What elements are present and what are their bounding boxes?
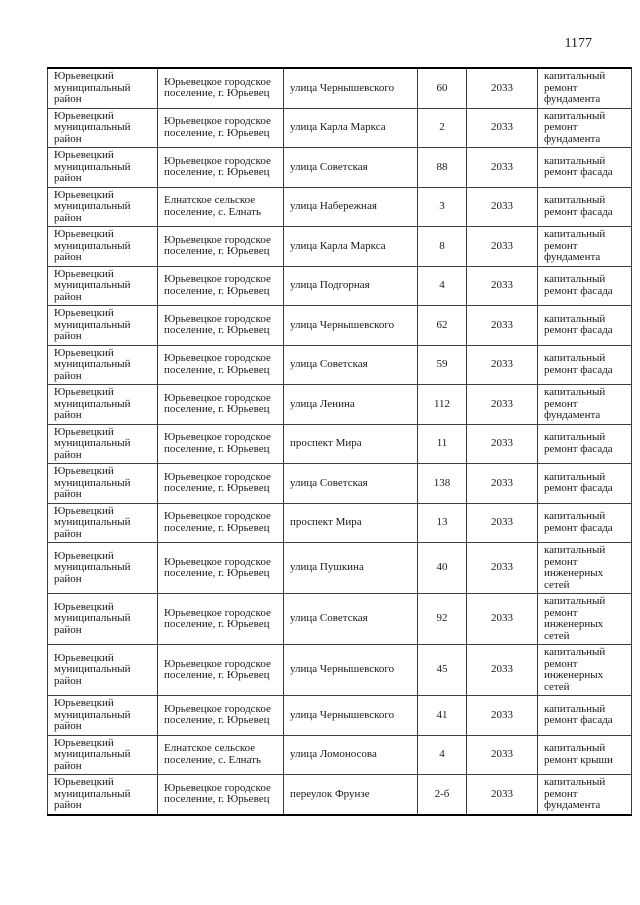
cell-house-number: 11 (418, 424, 467, 464)
capital-repair-table (47, 67, 632, 816)
cell-settlement: Юрьевецкое городское поселение, г. Юрьевец (158, 345, 284, 385)
cell-street: улица Чернышевского (284, 645, 418, 696)
cell-year: 2033 (467, 187, 538, 227)
cell-repair-type: капитальный ремонт фасада (538, 266, 632, 306)
cell-year: 2033 (467, 227, 538, 267)
cell-house-number: 92 (418, 594, 467, 645)
cell-settlement: Юрьевецкое городское поселение, г. Юрьевец (158, 385, 284, 425)
table-row (48, 594, 632, 645)
cell-settlement: Юрьевецкое городское поселение, г. Юрьевец (158, 68, 284, 108)
cell-district: Юрьевецкий муниципальный район (48, 543, 158, 594)
cell-settlement: Юрьевецкое городское поселение, г. Юрьевец (158, 696, 284, 736)
cell-district: Юрьевецкий муниципальный район (48, 503, 158, 543)
cell-repair-type: капитальный ремонт фасада (538, 464, 632, 504)
cell-street: улица Советская (284, 345, 418, 385)
table-row (48, 735, 632, 775)
cell-settlement: Юрьевецкое городское поселение, г. Юрьевец (158, 227, 284, 267)
cell-district: Юрьевецкий муниципальный район (48, 68, 158, 108)
cell-house-number: 13 (418, 503, 467, 543)
cell-district: Юрьевецкий муниципальный район (48, 696, 158, 736)
cell-repair-type: капитальный ремонт фасада (538, 148, 632, 188)
cell-house-number: 3 (418, 187, 467, 227)
cell-house-number: 45 (418, 645, 467, 696)
cell-district: Юрьевецкий муниципальный район (48, 227, 158, 267)
cell-repair-type: капитальный ремонт фасада (538, 424, 632, 464)
table-row (48, 424, 632, 464)
cell-street: улица Подгорная (284, 266, 418, 306)
cell-year: 2033 (467, 345, 538, 385)
page-number: 1177 (564, 36, 592, 51)
cell-repair-type: капитальный ремонт фасада (538, 503, 632, 543)
table-row (48, 385, 632, 425)
cell-house-number: 60 (418, 68, 467, 108)
cell-repair-type: капитальный ремонт инженерных сетей (538, 645, 632, 696)
cell-settlement: Юрьевецкое городское поселение, г. Юрьевец (158, 543, 284, 594)
cell-repair-type: капитальный ремонт фундамента (538, 108, 632, 148)
cell-repair-type: капитальный ремонт инженерных сетей (538, 594, 632, 645)
cell-district: Юрьевецкий муниципальный район (48, 775, 158, 815)
cell-district: Юрьевецкий муниципальный район (48, 306, 158, 346)
cell-street: улица Набережная (284, 187, 418, 227)
cell-settlement: Юрьевецкое городское поселение, г. Юрьевец (158, 306, 284, 346)
cell-year: 2033 (467, 696, 538, 736)
cell-settlement: Юрьевецкое городское поселение, г. Юрьевец (158, 645, 284, 696)
cell-year: 2033 (467, 148, 538, 188)
cell-repair-type: капитальный ремонт фундамента (538, 775, 632, 815)
cell-year: 2033 (467, 68, 538, 108)
table-row (48, 696, 632, 736)
table-row (48, 645, 632, 696)
table-row (48, 68, 632, 108)
cell-street: улица Чернышевского (284, 306, 418, 346)
cell-district: Юрьевецкий муниципальный район (48, 464, 158, 504)
cell-settlement: Юрьевецкое городское поселение, г. Юрьевец (158, 108, 284, 148)
cell-street: улица Карла Маркса (284, 108, 418, 148)
cell-street: проспект Мира (284, 424, 418, 464)
cell-district: Юрьевецкий муниципальный район (48, 108, 158, 148)
cell-repair-type: капитальный ремонт крыши (538, 735, 632, 775)
cell-street: проспект Мира (284, 503, 418, 543)
cell-house-number: 40 (418, 543, 467, 594)
cell-repair-type: капитальный ремонт фундамента (538, 68, 632, 108)
cell-street: улица Пушкина (284, 543, 418, 594)
cell-year: 2033 (467, 424, 538, 464)
cell-year: 2033 (467, 385, 538, 425)
cell-repair-type: капитальный ремонт фасада (538, 187, 632, 227)
cell-house-number: 112 (418, 385, 467, 425)
cell-district: Юрьевецкий муниципальный район (48, 594, 158, 645)
cell-district: Юрьевецкий муниципальный район (48, 345, 158, 385)
table-row (48, 543, 632, 594)
cell-year: 2033 (467, 775, 538, 815)
cell-district: Юрьевецкий муниципальный район (48, 645, 158, 696)
cell-street: улица Советская (284, 464, 418, 504)
table-row (48, 775, 632, 815)
table-row (48, 148, 632, 188)
cell-year: 2033 (467, 108, 538, 148)
cell-district: Юрьевецкий муниципальный район (48, 148, 158, 188)
table-row (48, 187, 632, 227)
cell-settlement: Елнатское сельское поселение, с. Елнать (158, 187, 284, 227)
cell-house-number: 59 (418, 345, 467, 385)
cell-district: Юрьевецкий муниципальный район (48, 735, 158, 775)
cell-repair-type: капитальный ремонт фундамента (538, 385, 632, 425)
cell-street: улица Карла Маркса (284, 227, 418, 267)
cell-repair-type: капитальный ремонт инженерных сетей (538, 543, 632, 594)
cell-street: улица Ломоносова (284, 735, 418, 775)
cell-street: улица Чернышевского (284, 696, 418, 736)
cell-year: 2033 (467, 464, 538, 504)
cell-year: 2033 (467, 306, 538, 346)
cell-house-number: 88 (418, 148, 467, 188)
cell-house-number: 4 (418, 735, 467, 775)
cell-house-number: 8 (418, 227, 467, 267)
cell-street: улица Ленина (284, 385, 418, 425)
cell-settlement: Юрьевецкое городское поселение, г. Юрьевец (158, 775, 284, 815)
cell-repair-type: капитальный ремонт фасада (538, 306, 632, 346)
cell-year: 2033 (467, 266, 538, 306)
cell-street: улица Советская (284, 594, 418, 645)
cell-settlement: Юрьевецкое городское поселение, г. Юрьевец (158, 424, 284, 464)
cell-settlement: Юрьевецкое городское поселение, г. Юрьевец (158, 464, 284, 504)
table-row (48, 266, 632, 306)
cell-street: переулок Фрунзе (284, 775, 418, 815)
cell-settlement: Юрьевецкое городское поселение, г. Юрьевец (158, 594, 284, 645)
cell-settlement: Елнатское сельское поселение, с. Елнать (158, 735, 284, 775)
cell-house-number: 2 (418, 108, 467, 148)
table-row (48, 464, 632, 504)
cell-year: 2033 (467, 735, 538, 775)
cell-district: Юрьевецкий муниципальный район (48, 424, 158, 464)
cell-repair-type: капитальный ремонт фундамента (538, 227, 632, 267)
cell-district: Юрьевецкий муниципальный район (48, 187, 158, 227)
cell-repair-type: капитальный ремонт фасада (538, 345, 632, 385)
cell-year: 2033 (467, 503, 538, 543)
cell-house-number: 62 (418, 306, 467, 346)
table-row (48, 306, 632, 346)
cell-district: Юрьевецкий муниципальный район (48, 266, 158, 306)
cell-house-number: 138 (418, 464, 467, 504)
cell-year: 2033 (467, 645, 538, 696)
cell-district: Юрьевецкий муниципальный район (48, 385, 158, 425)
table-row (48, 108, 632, 148)
cell-house-number: 4 (418, 266, 467, 306)
table-row (48, 345, 632, 385)
cell-house-number: 2-б (418, 775, 467, 815)
table-row (48, 503, 632, 543)
cell-repair-type: капитальный ремонт фасада (538, 696, 632, 736)
cell-street: улица Советская (284, 148, 418, 188)
cell-street: улица Чернышевского (284, 68, 418, 108)
cell-year: 2033 (467, 594, 538, 645)
cell-year: 2033 (467, 543, 538, 594)
cell-house-number: 41 (418, 696, 467, 736)
cell-settlement: Юрьевецкое городское поселение, г. Юрьевец (158, 148, 284, 188)
repair-table-body (48, 68, 632, 815)
cell-settlement: Юрьевецкое городское поселение, г. Юрьевец (158, 503, 284, 543)
cell-settlement: Юрьевецкое городское поселение, г. Юрьевец (158, 266, 284, 306)
table-row (48, 227, 632, 267)
